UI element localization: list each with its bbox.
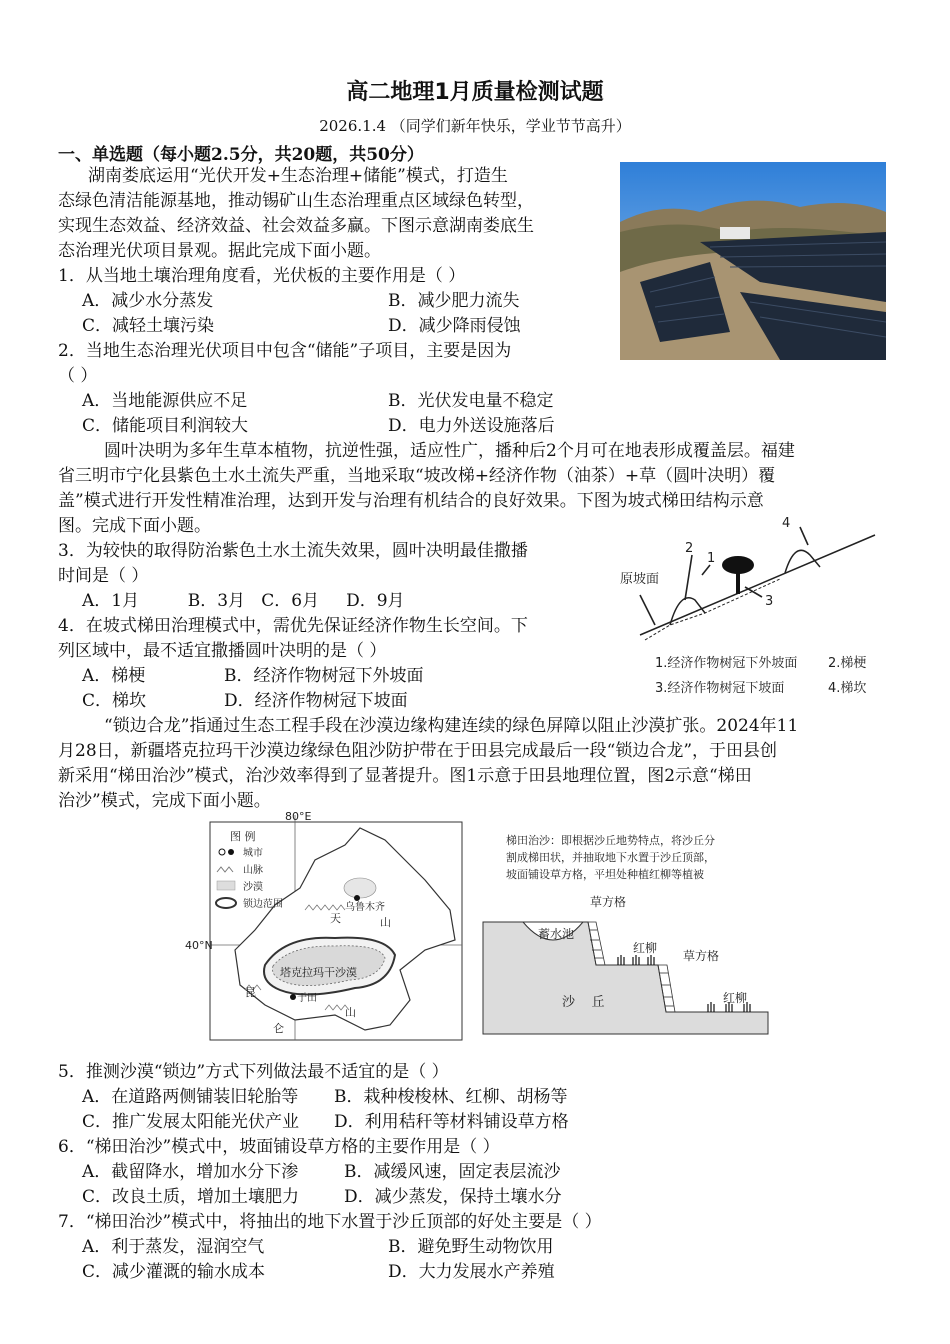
q7-stem: 7．“梯田治沙”模式中，将抽出的地下水置于沙丘顶部的好处主要是（ ） (58, 1212, 602, 1232)
q6-option-a[interactable]: A．截留降水，增加水分下渗 (82, 1162, 299, 1182)
diagram-caption-3: 坡面铺设草方格，平坦处种植红柳等植被 (506, 868, 704, 881)
map-lat: 40°N (185, 939, 213, 952)
xinjiang-map (185, 810, 465, 1042)
fig-legend-3: 3.经济作物树冠下坡面 (655, 681, 785, 696)
q6-stem: 6．“梯田治沙”模式中，坡面铺设草方格的主要作用是（ ） (58, 1137, 500, 1157)
q4-stem-cont: 列区域中，最不适宜撒播圆叶决明的是（ ） (58, 641, 387, 661)
q1-stem: 1．从当地土壤治理角度看，光伏板的主要作用是（ ） (58, 266, 466, 286)
q2-option-a[interactable]: A．当地能源供应不足 (82, 391, 248, 411)
q2-option-b[interactable]: B．光伏发电量不稳定 (388, 391, 554, 411)
q3-options[interactable]: A．1月 B．3月 C．6月 D．9月 (82, 591, 405, 611)
q1-option-c[interactable]: C．减轻土壤污染 (82, 316, 215, 336)
q2-option-d[interactable]: D．电力外送设施落后 (388, 416, 555, 436)
map-legend-city: 城市 (243, 848, 263, 859)
q7-option-c[interactable]: C．减少灌溉的输水成本 (82, 1262, 266, 1282)
q6-option-c[interactable]: C．改良土质，增加土壤肥力 (82, 1187, 300, 1207)
q6-option-d[interactable]: D．减少蒸发，保持土壤水分 (344, 1187, 562, 1207)
q3-stem-cont: 时间是（ ） (58, 566, 149, 586)
q7-option-b[interactable]: B．避免野生动物饮用 (388, 1237, 554, 1257)
fig-legend-2: 2.梯梗 (828, 656, 867, 671)
intro1-line1: 湖南娄底运用“光伏开发+生态治理+储能”模式，打造生 (88, 166, 508, 186)
map-legend-range: 锁边范围 (243, 899, 283, 910)
map-legend-title: 图 例 (230, 830, 256, 843)
map-lun: 仑 (273, 1022, 284, 1035)
fig-label-slope: 原坡面 (620, 572, 660, 587)
fig-num-3: 3 (765, 594, 774, 609)
q5-stem: 5．推测沙漠“锁边”方式下列做法最不适宜的是（ ） (58, 1062, 449, 1082)
fig-legend-4: 4.梯坎 (828, 681, 867, 696)
q1-option-a[interactable]: A．减少水分蒸发 (82, 291, 214, 311)
q7-option-a[interactable]: A．利于蒸发，湿润空气 (82, 1237, 265, 1257)
q4-stem: 4．在坡式梯田治理模式中，需优先保证经济作物生长空间。下 (58, 616, 528, 636)
diagram-caption-2: 割成梯田状，并抽取地下水置于沙丘顶部， (506, 851, 715, 864)
solar-farm-photo (620, 162, 886, 360)
q1-option-d[interactable]: D．减少降雨侵蚀 (388, 316, 521, 336)
intro1-line2: 态绿色清洁能源基地，推动锡矿山生态治理重点区域绿色转型， (58, 191, 534, 211)
intro2-line1: 圆叶决明为多年生草本植物，抗逆性强，适应性广，播种后2个月可在地表形成覆盖层。福建 (104, 441, 795, 461)
q5-option-a[interactable]: A．在道路两侧铺装旧轮胎等 (82, 1087, 299, 1107)
intro2-line2: 省三明市宁化县紫色土水土流失严重，当地采取“坡改梯+经济作物（油茶）+草（圆叶决明）覆 (58, 466, 776, 486)
diagram-pool: 蓄水池 (538, 927, 575, 941)
q1-option-b[interactable]: B．减少肥力流失 (388, 291, 520, 311)
fig-num-2: 2 (685, 541, 694, 556)
intro2-line3: 盖”模式进行开发性精准治理，达到开发与治理有机结合的良好效果。下图为坡式梯田结构示意 (58, 491, 764, 511)
intro1-line4: 态治理光伏项目景观。据此完成下面小题。 (58, 241, 381, 261)
terrace-diagram (610, 515, 885, 700)
intro2-line4: 图。完成下面小题。 (58, 516, 211, 536)
sand-terrace-diagram (478, 830, 770, 1040)
diagram-caption-1: 梯田治沙：即根据沙丘地势特点，将沙丘分 (506, 834, 715, 847)
q5-option-c[interactable]: C．推广发展太阳能光伏产业 (82, 1112, 300, 1132)
fig-legend-1: 1.经济作物树冠下外坡面 (655, 656, 798, 671)
q2-option-c[interactable]: C．储能项目利润较大 (82, 416, 249, 436)
diagram-grid1: 草方格 (590, 895, 627, 909)
intro3-line1: “锁边合龙”指通过生态工程手段在沙漠边缘构建连续的绿色屏障以阻止沙漠扩张。2024年11 (104, 716, 799, 736)
page-title: 高二地理1月质量检测试题 (346, 80, 604, 105)
q2-stem: 2．当地生态治理光伏项目中包含“储能”子项目，主要是因为 (58, 341, 512, 361)
intro3-line4: 治沙”模式，完成下面小题。 (58, 791, 271, 811)
q4-option-b[interactable]: B．经济作物树冠下外坡面 (224, 666, 424, 686)
map-kun: 昆 (245, 986, 256, 999)
q4-option-a[interactable]: A．梯梗 (82, 666, 146, 686)
diagram-willow2: 红柳 (723, 991, 748, 1005)
map-legend-mountain: 山脉 (243, 865, 263, 876)
map-lon: 80°E (285, 810, 312, 823)
map-city1: 乌鲁木齐 (345, 902, 385, 913)
diagram-grid2: 草方格 (683, 949, 720, 963)
map-legend-desert: 沙漠 (243, 882, 263, 893)
intro3-line3: 新采用“梯田治沙”模式，治沙效率得到了显著提升。图1示意于田县地理位置，图2示意“梯田 (58, 766, 752, 786)
map-shan2: 山 (345, 1006, 356, 1019)
q4-option-c[interactable]: C．梯坎 (82, 691, 147, 711)
map-city2: 于田 (297, 993, 317, 1004)
map-tian: 天 (330, 912, 341, 925)
map-desert: 塔克拉玛干沙漠 (280, 966, 357, 979)
section-heading: 一、单选题（每小题2.5分，共20题，共50分） (58, 145, 424, 165)
page-subtitle: 2026.1.4 （同学们新年快乐，学业节节高升） (319, 117, 631, 135)
fig-num-4: 4 (782, 516, 791, 531)
intro1-line3: 实现生态效益、经济效益、社会效益多赢。下图示意湖南娄底生 (58, 216, 534, 236)
q2-stem-cont: （ ） (58, 366, 98, 386)
q4-option-d[interactable]: D．经济作物树冠下坡面 (224, 691, 408, 711)
q6-option-b[interactable]: B．减缓风速，固定表层流沙 (344, 1162, 561, 1182)
intro3-line2: 月28日，新疆塔克拉玛干沙漠边缘绿色阻沙防护带在于田县完成最后一段“锁边合龙”，于田县创 (58, 741, 778, 761)
fig-num-1: 1 (707, 551, 716, 566)
diagram-dune: 沙 丘 (562, 995, 605, 1010)
q3-stem: 3．为较快的取得防治紫色土水土流失效果，圆叶决明最佳撒播 (58, 541, 528, 561)
q7-option-d[interactable]: D．大力发展水产养殖 (388, 1262, 555, 1282)
diagram-willow1: 红柳 (633, 941, 658, 955)
map-shan: 山 (380, 916, 391, 929)
q5-option-b[interactable]: B．栽种梭梭林、红柳、胡杨等 (334, 1087, 568, 1107)
q5-option-d[interactable]: D．利用秸秆等材料铺设草方格 (334, 1112, 569, 1132)
